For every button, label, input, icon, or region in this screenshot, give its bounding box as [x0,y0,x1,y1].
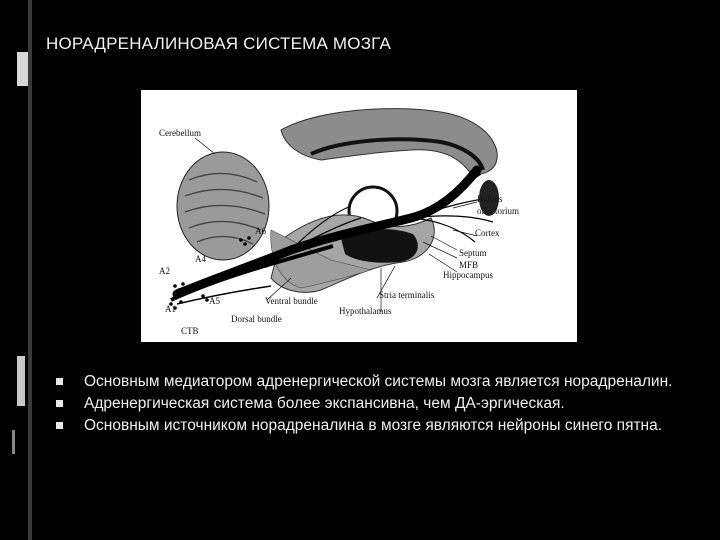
brain-diagram [141,90,577,342]
label-cortex: Cortex [475,228,500,238]
label-stria: Stria terminalis [379,290,435,300]
bullet-marker-icon [56,378,63,385]
label-a7: A7 [259,260,270,270]
label-a4: A4 [195,254,206,264]
slide-title: НОРАДРЕНАЛИНОВАЯ СИСТЕМА МОЗГА [46,34,391,53]
label-ctb: CTB [181,326,199,336]
bullet-item [56,416,696,436]
bullet-text: Адренергическая система более экспансивна, чем ДА-эргическая. [84,395,565,412]
label-a1: A1 [165,304,176,314]
left-rule [28,0,32,540]
bullet-item [56,394,696,414]
label-a6: A6 [255,226,266,236]
label-dorsal: Dorsal bundle [231,314,282,324]
label-hypothalamus: Hypothalamus [339,306,392,316]
bullet-marker-icon [56,400,63,407]
bullet-text: Основным источником норадреналина в мозге являются нейроны синего пятна. [84,417,663,434]
accent-bar-bottom [12,430,15,454]
label-hippocampus: Hippocampus [443,270,493,280]
label-a2: A2 [159,266,170,276]
label-septum: Septum [459,248,487,258]
label-ventral: Ventral bundle [265,296,318,306]
label-a5: A5 [209,296,220,306]
bullet-item [56,372,696,392]
bullet-list [56,372,696,438]
bullet-text: Основным медиатором адренергической системы мозга является норадреналин. [84,373,673,390]
label-bulbus-1: Bulbus [477,194,503,204]
accent-bar-top [17,52,28,86]
accent-bar-middle [17,356,25,406]
bullet-marker-icon [56,422,63,429]
label-cerebellum: Cerebellum [159,128,201,138]
label-mfb: MFB [459,260,479,270]
label-bulbus-2: olfactorium [477,206,519,216]
